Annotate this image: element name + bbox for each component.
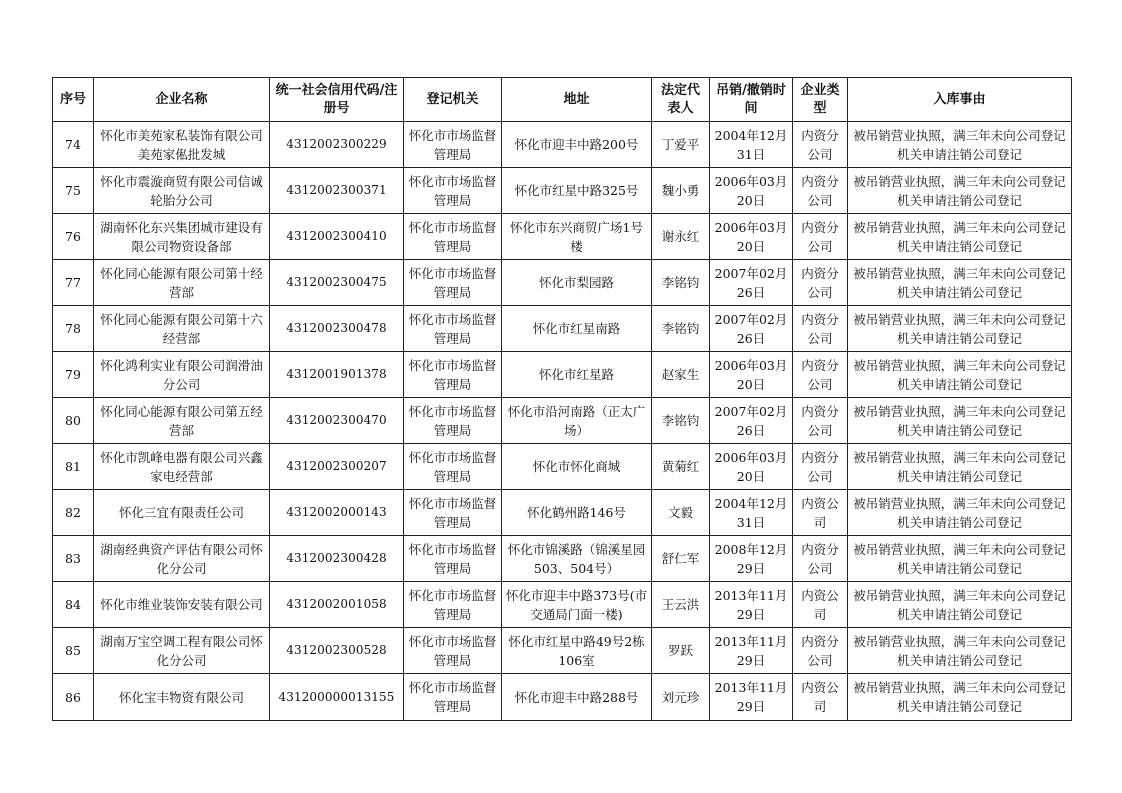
cell-authority: 怀化市市场监督管理局 [404, 306, 502, 352]
cell-rep: 李铭钧 [652, 306, 710, 352]
cell-name: 怀化市维业装饰安装有限公司 [94, 582, 270, 628]
cell-authority: 怀化市市场监督管理局 [404, 628, 502, 674]
cell-date: 2006年03月20日 [710, 352, 793, 398]
cell-rep: 刘元珍 [652, 674, 710, 721]
cell-code: 4312002300528 [270, 628, 404, 674]
cell-code: 4312002300371 [270, 168, 404, 214]
header-name: 企业名称 [94, 78, 270, 122]
table-row [53, 214, 1072, 260]
cell-no: 83 [53, 536, 94, 582]
cell-rep: 李铭钧 [652, 398, 710, 444]
cell-reason: 被吊销营业执照，满三年未向公司登记机关申请注销公司登记 [848, 398, 1072, 444]
cell-code: 4312002300428 [270, 536, 404, 582]
cell-address: 怀化市梨园路 [502, 260, 652, 306]
cell-date: 2007年02月26日 [710, 260, 793, 306]
cell-address: 怀化市怀化商城 [502, 444, 652, 490]
cell-date: 2006年03月20日 [710, 444, 793, 490]
cell-rep: 谢永红 [652, 214, 710, 260]
header-address: 地址 [502, 78, 652, 122]
cell-type: 内资分公司 [793, 352, 848, 398]
cell-authority: 怀化市市场监督管理局 [404, 352, 502, 398]
cell-authority: 怀化市市场监督管理局 [404, 582, 502, 628]
cell-address: 怀化市迎丰中路288号 [502, 674, 652, 721]
cell-date: 2004年12月31日 [710, 122, 793, 168]
header-type: 企业类型 [793, 78, 848, 122]
cell-date: 2004年12月31日 [710, 490, 793, 536]
cell-name: 湖南经典资产评估有限公司怀化分公司 [94, 536, 270, 582]
cell-type: 内资分公司 [793, 536, 848, 582]
cell-no: 76 [53, 214, 94, 260]
cell-name: 怀化同心能源有限公司第五经营部 [94, 398, 270, 444]
cell-authority: 怀化市市场监督管理局 [404, 122, 502, 168]
cell-no: 74 [53, 122, 94, 168]
table-row [53, 122, 1072, 168]
table-row [53, 168, 1072, 214]
table-row [53, 674, 1072, 721]
cell-code: 4312002300410 [270, 214, 404, 260]
cell-no: 79 [53, 352, 94, 398]
cell-code: 4312002300229 [270, 122, 404, 168]
cell-reason: 被吊销营业执照，满三年未向公司登记机关申请注销公司登记 [848, 628, 1072, 674]
cell-date: 2006年03月20日 [710, 214, 793, 260]
cell-code: 4312002300470 [270, 398, 404, 444]
cell-reason: 被吊销营业执照，满三年未向公司登记机关申请注销公司登记 [848, 674, 1072, 721]
cell-address: 怀化市红星路 [502, 352, 652, 398]
cell-authority: 怀化市市场监督管理局 [404, 536, 502, 582]
cell-name: 怀化宝丰物资有限公司 [94, 674, 270, 721]
cell-date: 2008年12月29日 [710, 536, 793, 582]
cell-date: 2013年11月29日 [710, 582, 793, 628]
table-row [53, 628, 1072, 674]
cell-code: 4312001901378 [270, 352, 404, 398]
cell-type: 内资分公司 [793, 260, 848, 306]
cell-reason: 被吊销营业执照，满三年未向公司登记机关申请注销公司登记 [848, 536, 1072, 582]
table-row [53, 352, 1072, 398]
enterprise-register-table [52, 77, 1072, 721]
cell-no: 86 [53, 674, 94, 721]
cell-date: 2007年02月26日 [710, 398, 793, 444]
cell-type: 内资分公司 [793, 214, 848, 260]
cell-authority: 怀化市市场监督管理局 [404, 168, 502, 214]
cell-no: 81 [53, 444, 94, 490]
cell-no: 77 [53, 260, 94, 306]
cell-type: 内资分公司 [793, 306, 848, 352]
header-reason: 入库事由 [848, 78, 1072, 122]
cell-type: 内资分公司 [793, 444, 848, 490]
cell-date: 2013年11月29日 [710, 674, 793, 721]
header-rep: 法定代表人 [652, 78, 710, 122]
table-row [53, 582, 1072, 628]
cell-rep: 魏小勇 [652, 168, 710, 214]
cell-code: 4312002300207 [270, 444, 404, 490]
cell-address: 怀化市红星中路325号 [502, 168, 652, 214]
cell-date: 2006年03月20日 [710, 168, 793, 214]
header-code: 统一社会信用代码/注册号 [270, 78, 404, 122]
cell-no: 75 [53, 168, 94, 214]
table-row [53, 536, 1072, 582]
cell-code: 4312002001058 [270, 582, 404, 628]
cell-code: 4312002300478 [270, 306, 404, 352]
cell-no: 84 [53, 582, 94, 628]
cell-type: 内资分公司 [793, 122, 848, 168]
cell-type: 内资分公司 [793, 398, 848, 444]
header-authority: 登记机关 [404, 78, 502, 122]
cell-reason: 被吊销营业执照，满三年未向公司登记机关申请注销公司登记 [848, 168, 1072, 214]
cell-authority: 怀化市市场监督管理局 [404, 260, 502, 306]
cell-rep: 文毅 [652, 490, 710, 536]
table-row [53, 490, 1072, 536]
cell-rep: 罗跃 [652, 628, 710, 674]
cell-reason: 被吊销营业执照，满三年未向公司登记机关申请注销公司登记 [848, 306, 1072, 352]
cell-address: 怀化市红星中路49号2栋106室 [502, 628, 652, 674]
cell-rep: 舒仁军 [652, 536, 710, 582]
cell-rep: 丁爱平 [652, 122, 710, 168]
cell-authority: 怀化市市场监督管理局 [404, 444, 502, 490]
cell-name: 怀化鸿利实业有限公司润滑油分公司 [94, 352, 270, 398]
cell-name: 怀化同心能源有限公司第十六经营部 [94, 306, 270, 352]
cell-reason: 被吊销营业执照，满三年未向公司登记机关申请注销公司登记 [848, 444, 1072, 490]
cell-no: 85 [53, 628, 94, 674]
cell-reason: 被吊销营业执照，满三年未向公司登记机关申请注销公司登记 [848, 214, 1072, 260]
cell-name: 怀化市美苑家私装饰有限公司美苑家俬批发城 [94, 122, 270, 168]
cell-address: 怀化市红星南路 [502, 306, 652, 352]
cell-type: 内资分公司 [793, 628, 848, 674]
header-no: 序号 [53, 78, 94, 122]
table-body [53, 122, 1072, 721]
cell-reason: 被吊销营业执照，满三年未向公司登记机关申请注销公司登记 [848, 260, 1072, 306]
cell-rep: 王云洪 [652, 582, 710, 628]
cell-reason: 被吊销营业执照，满三年未向公司登记机关申请注销公司登记 [848, 352, 1072, 398]
cell-name: 怀化市震漩商贸有限公司信诚轮胎分公司 [94, 168, 270, 214]
cell-address: 怀化市沿河南路（正太广场） [502, 398, 652, 444]
cell-authority: 怀化市市场监督管理局 [404, 490, 502, 536]
cell-no: 80 [53, 398, 94, 444]
cell-address: 怀化市东兴商贸广场1号楼 [502, 214, 652, 260]
cell-type: 内资公司 [793, 674, 848, 721]
cell-name: 怀化三宜有限责任公司 [94, 490, 270, 536]
cell-no: 82 [53, 490, 94, 536]
cell-name: 湖南怀化东兴集团城市建设有限公司物资设备部 [94, 214, 270, 260]
cell-type: 内资公司 [793, 582, 848, 628]
cell-reason: 被吊销营业执照，满三年未向公司登记机关申请注销公司登记 [848, 122, 1072, 168]
cell-reason: 被吊销营业执照，满三年未向公司登记机关申请注销公司登记 [848, 490, 1072, 536]
cell-rep: 黄菊红 [652, 444, 710, 490]
cell-rep: 赵家生 [652, 352, 710, 398]
cell-date: 2007年02月26日 [710, 306, 793, 352]
cell-type: 内资公司 [793, 490, 848, 536]
cell-authority: 怀化市市场监督管理局 [404, 674, 502, 721]
header-date: 吊销/撤销时间 [710, 78, 793, 122]
cell-address: 怀化市迎丰中路373号(市交通局门面一楼) [502, 582, 652, 628]
cell-authority: 怀化市市场监督管理局 [404, 214, 502, 260]
table-header-row [53, 78, 1072, 122]
cell-address: 怀化市锦溪路（锦溪星园503、504号） [502, 536, 652, 582]
cell-code: 4312002000143 [270, 490, 404, 536]
table-row [53, 306, 1072, 352]
cell-code: 4312002300475 [270, 260, 404, 306]
cell-code: 431200000013155 [270, 674, 404, 721]
cell-type: 内资分公司 [793, 168, 848, 214]
cell-name: 湖南万宝空调工程有限公司怀化分公司 [94, 628, 270, 674]
cell-address: 怀化市迎丰中路200号 [502, 122, 652, 168]
cell-name: 怀化市凯峰电器有限公司兴鑫家电经营部 [94, 444, 270, 490]
table-row [53, 444, 1072, 490]
cell-rep: 李铭钧 [652, 260, 710, 306]
cell-authority: 怀化市市场监督管理局 [404, 398, 502, 444]
cell-date: 2013年11月29日 [710, 628, 793, 674]
table-row [53, 260, 1072, 306]
cell-name: 怀化同心能源有限公司第十经营部 [94, 260, 270, 306]
cell-no: 78 [53, 306, 94, 352]
cell-reason: 被吊销营业执照，满三年未向公司登记机关申请注销公司登记 [848, 582, 1072, 628]
table-row [53, 398, 1072, 444]
cell-address: 怀化鹤州路146号 [502, 490, 652, 536]
